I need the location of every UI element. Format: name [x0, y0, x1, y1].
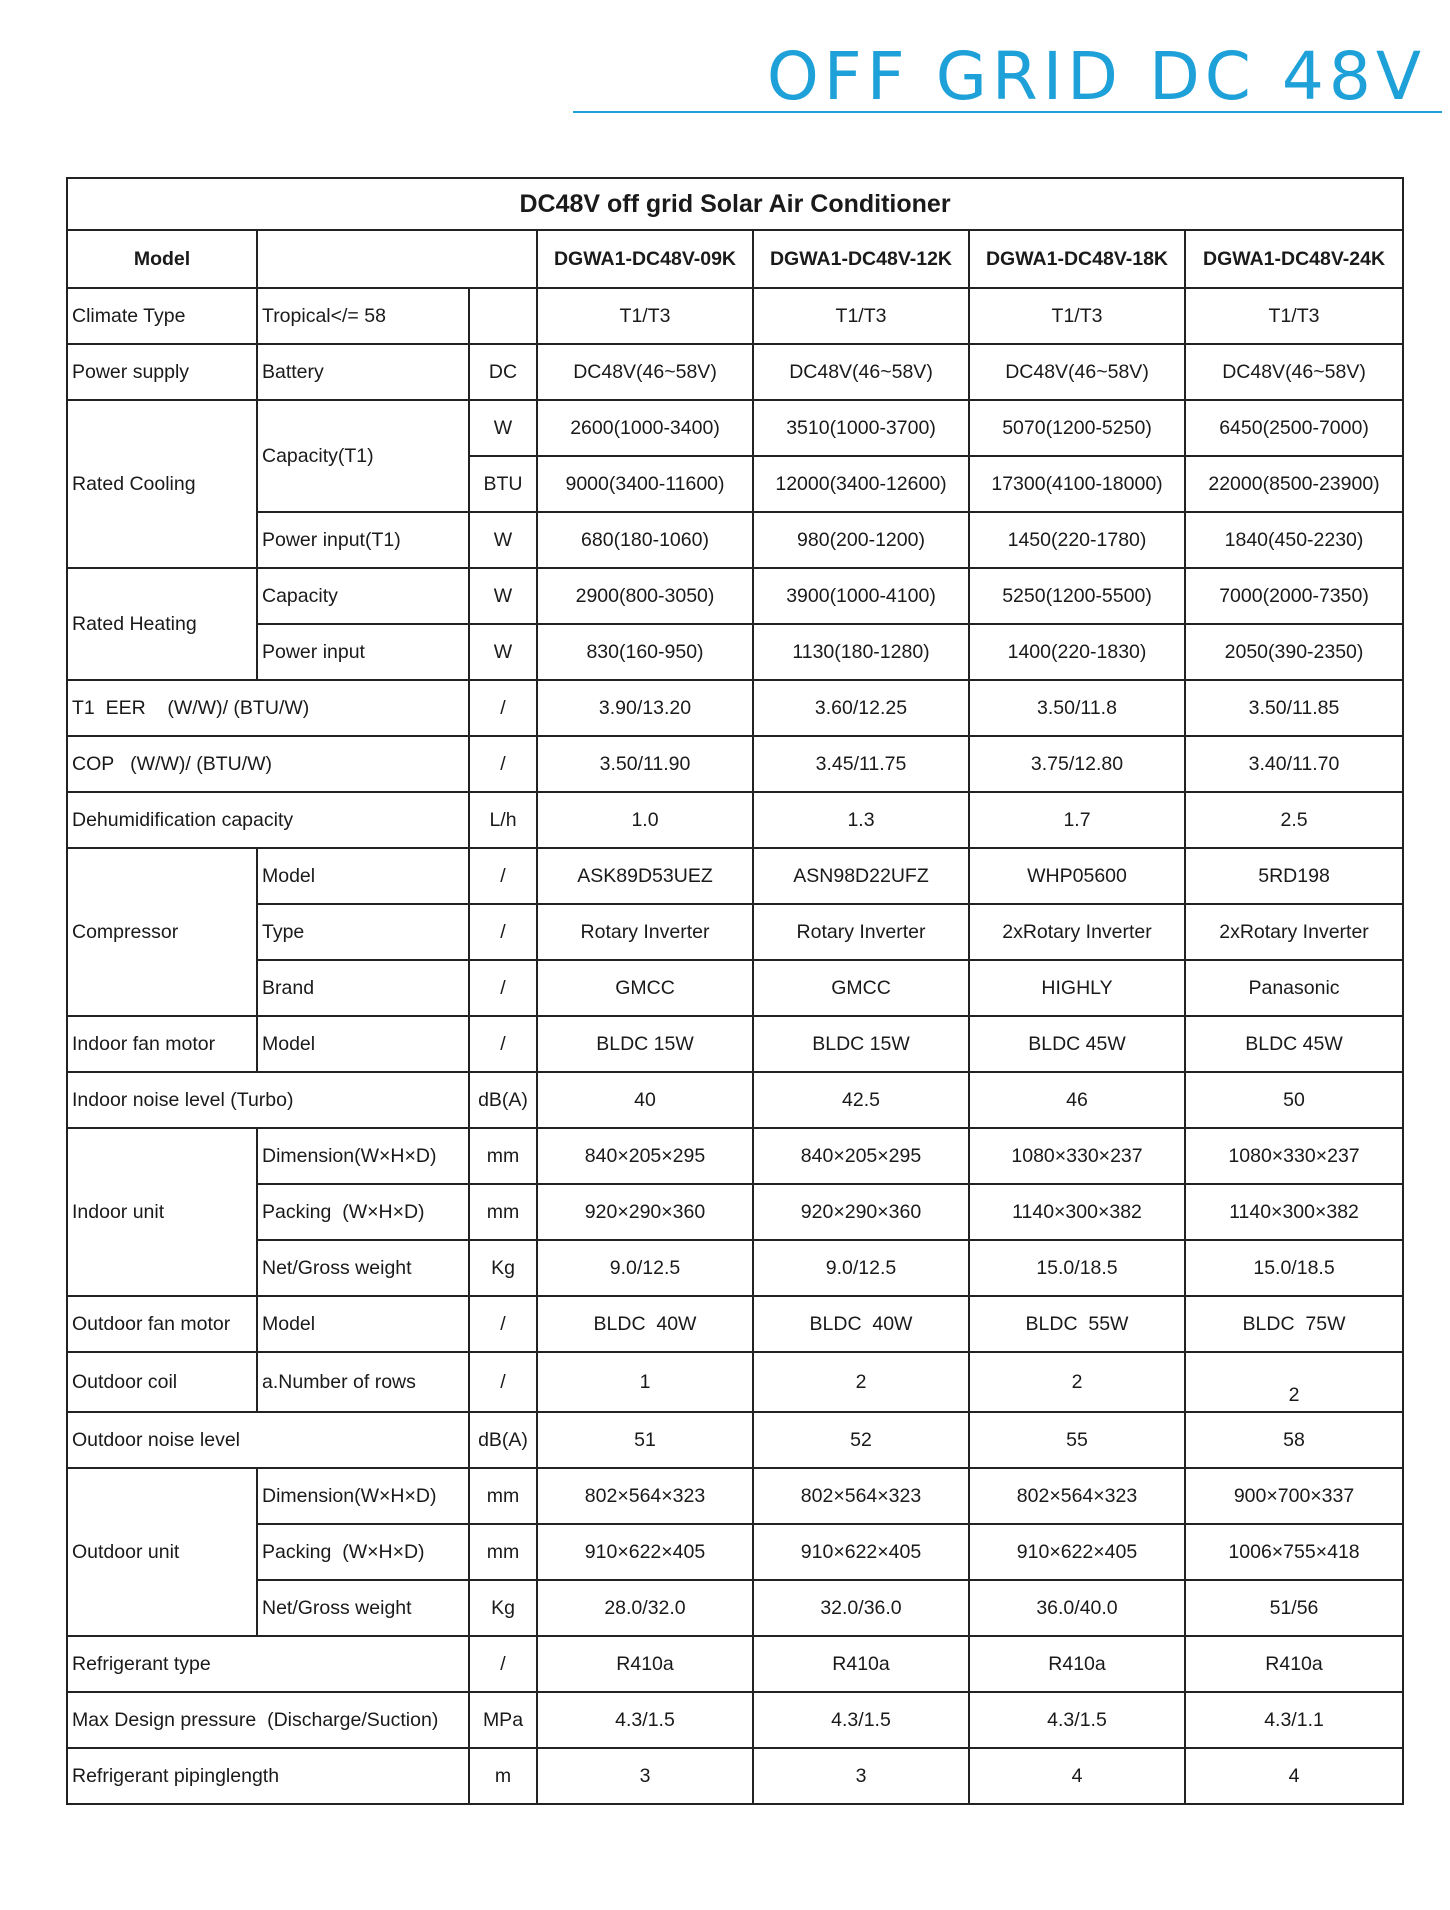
cell-value: 1.3 [753, 792, 969, 848]
row-unit [469, 288, 537, 344]
row-unit: W [469, 512, 537, 568]
row-unit: MPa [469, 1692, 537, 1748]
table-row [67, 848, 1403, 904]
row-unit: m [469, 1748, 537, 1804]
cell-value: T1/T3 [537, 288, 753, 344]
cell-value: R410a [969, 1636, 1185, 1692]
cell-value: 4.3/1.1 [1185, 1692, 1403, 1748]
table-row [67, 1352, 1403, 1412]
cell-value: 4.3/1.5 [753, 1692, 969, 1748]
row-sublabel: Power input(T1) [257, 512, 469, 568]
row-sublabel: Dimension(W×H×D) [257, 1468, 469, 1524]
row-label: Dehumidification capacity [67, 792, 469, 848]
cell-value: 12000(3400-12600) [753, 456, 969, 512]
cell-value: 910×622×405 [753, 1524, 969, 1580]
row-unit: BTU [469, 456, 537, 512]
row-sublabel: Brand [257, 960, 469, 1016]
cell-value: 980(200-1200) [753, 512, 969, 568]
cell-value: 2600(1000-3400) [537, 400, 753, 456]
cell-value: 802×564×323 [753, 1468, 969, 1524]
cell-value: Rotary Inverter [753, 904, 969, 960]
row-label: COP (W/W)/ (BTU/W) [67, 736, 469, 792]
cell-value: 1.7 [969, 792, 1185, 848]
table-row [67, 1636, 1403, 1692]
cell-value: 802×564×323 [969, 1468, 1185, 1524]
cell-value: 3900(1000-4100) [753, 568, 969, 624]
row-unit: / [469, 1016, 537, 1072]
cell-value: 22000(8500-23900) [1185, 456, 1403, 512]
row-sublabel: Capacity [257, 568, 469, 624]
cell-value: 2.5 [1185, 792, 1403, 848]
row-unit: dB(A) [469, 1412, 537, 1468]
row-sublabel: Type [257, 904, 469, 960]
row-sublabel: Net/Gross weight [257, 1580, 469, 1636]
cell-value: R410a [1185, 1636, 1403, 1692]
cell-value: 1840(450-2230) [1185, 512, 1403, 568]
row-label: Refrigerant pipinglength [67, 1748, 469, 1804]
table-row [67, 680, 1403, 736]
row-label: Outdoor noise level [67, 1412, 469, 1468]
table-row [67, 1296, 1403, 1352]
cell-value: Panasonic [1185, 960, 1403, 1016]
row-unit: / [469, 1636, 537, 1692]
cell-value: DC48V(46~58V) [1185, 344, 1403, 400]
title-underline [573, 111, 1442, 113]
model-spacer [257, 230, 537, 288]
cell-value: GMCC [753, 960, 969, 1016]
row-label: Compressor [67, 848, 257, 1016]
model-header-row [67, 230, 1403, 288]
cell-value: Rotary Inverter [537, 904, 753, 960]
row-label: Refrigerant type [67, 1636, 469, 1692]
row-label: Power supply [67, 344, 257, 400]
row-unit: / [469, 1296, 537, 1352]
row-label: Indoor noise level (Turbo) [67, 1072, 469, 1128]
cell-value: 17300(4100-18000) [969, 456, 1185, 512]
page-title: OFF GRID DC 48V [766, 38, 1426, 115]
cell-value: BLDC 40W [537, 1296, 753, 1352]
cell-value: WHP05600 [969, 848, 1185, 904]
row-sublabel: Dimension(W×H×D) [257, 1128, 469, 1184]
spec-table [66, 177, 1404, 1805]
table-row [67, 624, 1403, 680]
cell-value: 2900(800-3050) [537, 568, 753, 624]
cell-value: BLDC 75W [1185, 1296, 1403, 1352]
cell-value: 15.0/18.5 [1185, 1240, 1403, 1296]
model-name: DGWA1-DC48V-09K [537, 230, 753, 288]
cell-value: BLDC 15W [537, 1016, 753, 1072]
table-row [67, 736, 1403, 792]
cell-value: 4.3/1.5 [969, 1692, 1185, 1748]
cell-value: 51 [537, 1412, 753, 1468]
cell-value: 840×205×295 [537, 1128, 753, 1184]
cell-value: 3 [753, 1748, 969, 1804]
row-label: Indoor fan motor [67, 1016, 257, 1072]
row-label: Outdoor fan motor [67, 1296, 257, 1352]
row-unit: L/h [469, 792, 537, 848]
cell-value: 1 [537, 1352, 753, 1412]
table-row [67, 1128, 1403, 1184]
cell-value: 42.5 [753, 1072, 969, 1128]
table-row [67, 512, 1403, 568]
cell-value: R410a [753, 1636, 969, 1692]
cell-value: 2 [753, 1352, 969, 1412]
cell-value: 920×290×360 [537, 1184, 753, 1240]
cell-value: 1450(220-1780) [969, 512, 1185, 568]
row-sublabel: Model [257, 1296, 469, 1352]
cell-value: T1/T3 [753, 288, 969, 344]
cell-value: 4.3/1.5 [537, 1692, 753, 1748]
cell-value: BLDC 45W [1185, 1016, 1403, 1072]
cell-value: 1006×755×418 [1185, 1524, 1403, 1580]
cell-value: 1080×330×237 [1185, 1128, 1403, 1184]
cell-value: R410a [537, 1636, 753, 1692]
cell-value: 3.75/12.80 [969, 736, 1185, 792]
cell-value: 1140×300×382 [969, 1184, 1185, 1240]
row-sublabel: Packing (W×H×D) [257, 1524, 469, 1580]
cell-value: 900×700×337 [1185, 1468, 1403, 1524]
row-unit: / [469, 680, 537, 736]
cell-value: 9000(3400-11600) [537, 456, 753, 512]
cell-value: 1.0 [537, 792, 753, 848]
row-unit: mm [469, 1184, 537, 1240]
row-sublabel: Packing (W×H×D) [257, 1184, 469, 1240]
cell-value: 2050(390-2350) [1185, 624, 1403, 680]
table-row [67, 288, 1403, 344]
cell-value: 3.90/13.20 [537, 680, 753, 736]
cell-value: 52 [753, 1412, 969, 1468]
cell-value: 9.0/12.5 [753, 1240, 969, 1296]
table-row [67, 568, 1403, 624]
row-unit: mm [469, 1468, 537, 1524]
cell-value: DC48V(46~58V) [969, 344, 1185, 400]
row-unit: W [469, 400, 537, 456]
table-title-row [67, 178, 1403, 230]
row-unit: / [469, 848, 537, 904]
cell-value: 3.50/11.8 [969, 680, 1185, 736]
cell-value: 3510(1000-3700) [753, 400, 969, 456]
cell-value: 4 [969, 1748, 1185, 1804]
row-unit: / [469, 904, 537, 960]
cell-value: HIGHLY [969, 960, 1185, 1016]
row-unit: mm [469, 1524, 537, 1580]
row-unit: / [469, 736, 537, 792]
cell-value: 840×205×295 [753, 1128, 969, 1184]
row-unit: mm [469, 1128, 537, 1184]
cell-value: 1400(220-1830) [969, 624, 1185, 680]
row-unit: W [469, 624, 537, 680]
cell-value: 6450(2500-7000) [1185, 400, 1403, 456]
cell-value: 46 [969, 1072, 1185, 1128]
cell-value: DC48V(46~58V) [537, 344, 753, 400]
row-label: T1 EER (W/W)/ (BTU/W) [67, 680, 469, 736]
cell-value: 3.60/12.25 [753, 680, 969, 736]
cell-value: 680(180-1060) [537, 512, 753, 568]
row-label: Max Design pressure (Discharge/Suction) [67, 1692, 469, 1748]
cell-value: 920×290×360 [753, 1184, 969, 1240]
cell-value: ASN98D22UFZ [753, 848, 969, 904]
table-row [67, 1748, 1403, 1804]
table-row [67, 1468, 1403, 1524]
row-label: Rated Heating [67, 568, 257, 680]
model-label: Model [67, 230, 257, 288]
row-unit: W [469, 568, 537, 624]
cell-value: 830(160-950) [537, 624, 753, 680]
cell-value: 3.40/11.70 [1185, 736, 1403, 792]
cell-value: 55 [969, 1412, 1185, 1468]
cell-value: 1130(180-1280) [753, 624, 969, 680]
table-row [67, 960, 1403, 1016]
cell-value: GMCC [537, 960, 753, 1016]
cell-value: 58 [1185, 1412, 1403, 1468]
cell-value: 32.0/36.0 [753, 1580, 969, 1636]
row-sublabel: Model [257, 848, 469, 904]
cell-value: 2xRotary Inverter [1185, 904, 1403, 960]
row-sublabel: Capacity(T1) [257, 400, 469, 512]
cell-value: 5RD198 [1185, 848, 1403, 904]
cell-value: BLDC 55W [969, 1296, 1185, 1352]
cell-value: T1/T3 [969, 288, 1185, 344]
row-label: Climate Type [67, 288, 257, 344]
cell-value: 9.0/12.5 [537, 1240, 753, 1296]
row-sublabel: Power input [257, 624, 469, 680]
row-label: Rated Cooling [67, 400, 257, 568]
model-name: DGWA1-DC48V-18K [969, 230, 1185, 288]
table-row [67, 400, 1403, 456]
row-unit: Kg [469, 1240, 537, 1296]
row-unit: / [469, 1352, 537, 1412]
row-sublabel: Net/Gross weight [257, 1240, 469, 1296]
table-row [67, 1412, 1403, 1468]
cell-value: 5250(1200-5500) [969, 568, 1185, 624]
cell-value: 40 [537, 1072, 753, 1128]
row-sublabel: Tropical</= 58 [257, 288, 469, 344]
table-row [67, 344, 1403, 400]
row-unit: DC [469, 344, 537, 400]
row-label: Indoor unit [67, 1128, 257, 1296]
cell-value: DC48V(46~58V) [753, 344, 969, 400]
cell-value: BLDC 15W [753, 1016, 969, 1072]
cell-value: 802×564×323 [537, 1468, 753, 1524]
table-row [67, 1692, 1403, 1748]
row-unit: / [469, 960, 537, 1016]
table-row [67, 1184, 1403, 1240]
table-row [67, 1580, 1403, 1636]
table-row [67, 904, 1403, 960]
cell-value: 910×622×405 [969, 1524, 1185, 1580]
cell-value: 2 [969, 1352, 1185, 1412]
table-row [67, 792, 1403, 848]
cell-value: ASK89D53UEZ [537, 848, 753, 904]
row-sublabel: Model [257, 1016, 469, 1072]
cell-value: 2xRotary Inverter [969, 904, 1185, 960]
cell-value: 51/56 [1185, 1580, 1403, 1636]
table-row [67, 1524, 1403, 1580]
cell-value: 3.50/11.85 [1185, 680, 1403, 736]
cell-value: 1140×300×382 [1185, 1184, 1403, 1240]
cell-value: 7000(2000-7350) [1185, 568, 1403, 624]
table-row [67, 1072, 1403, 1128]
model-name: DGWA1-DC48V-12K [753, 230, 969, 288]
row-label: Outdoor unit [67, 1468, 257, 1636]
cell-value: BLDC 40W [753, 1296, 969, 1352]
cell-value: 910×622×405 [537, 1524, 753, 1580]
cell-value: 3 [537, 1748, 753, 1804]
cell-value: 3.50/11.90 [537, 736, 753, 792]
cell-value: 50 [1185, 1072, 1403, 1128]
row-label: Outdoor coil [67, 1352, 257, 1412]
cell-value: T1/T3 [1185, 288, 1403, 344]
cell-value: 15.0/18.5 [969, 1240, 1185, 1296]
model-name: DGWA1-DC48V-24K [1185, 230, 1403, 288]
cell-value: 1080×330×237 [969, 1128, 1185, 1184]
table-title: DC48V off grid Solar Air Conditioner [67, 178, 1403, 230]
cell-value: BLDC 45W [969, 1016, 1185, 1072]
table-row [67, 1016, 1403, 1072]
cell-value: 3.45/11.75 [753, 736, 969, 792]
cell-value: 36.0/40.0 [969, 1580, 1185, 1636]
row-unit: Kg [469, 1580, 537, 1636]
row-sublabel: Battery [257, 344, 469, 400]
row-sublabel: a.Number of rows [257, 1352, 469, 1412]
row-unit: dB(A) [469, 1072, 537, 1128]
cell-value: 28.0/32.0 [537, 1580, 753, 1636]
table-row [67, 1240, 1403, 1296]
cell-value: 2 [1185, 1352, 1403, 1412]
cell-value: 5070(1200-5250) [969, 400, 1185, 456]
cell-value: 4 [1185, 1748, 1403, 1804]
